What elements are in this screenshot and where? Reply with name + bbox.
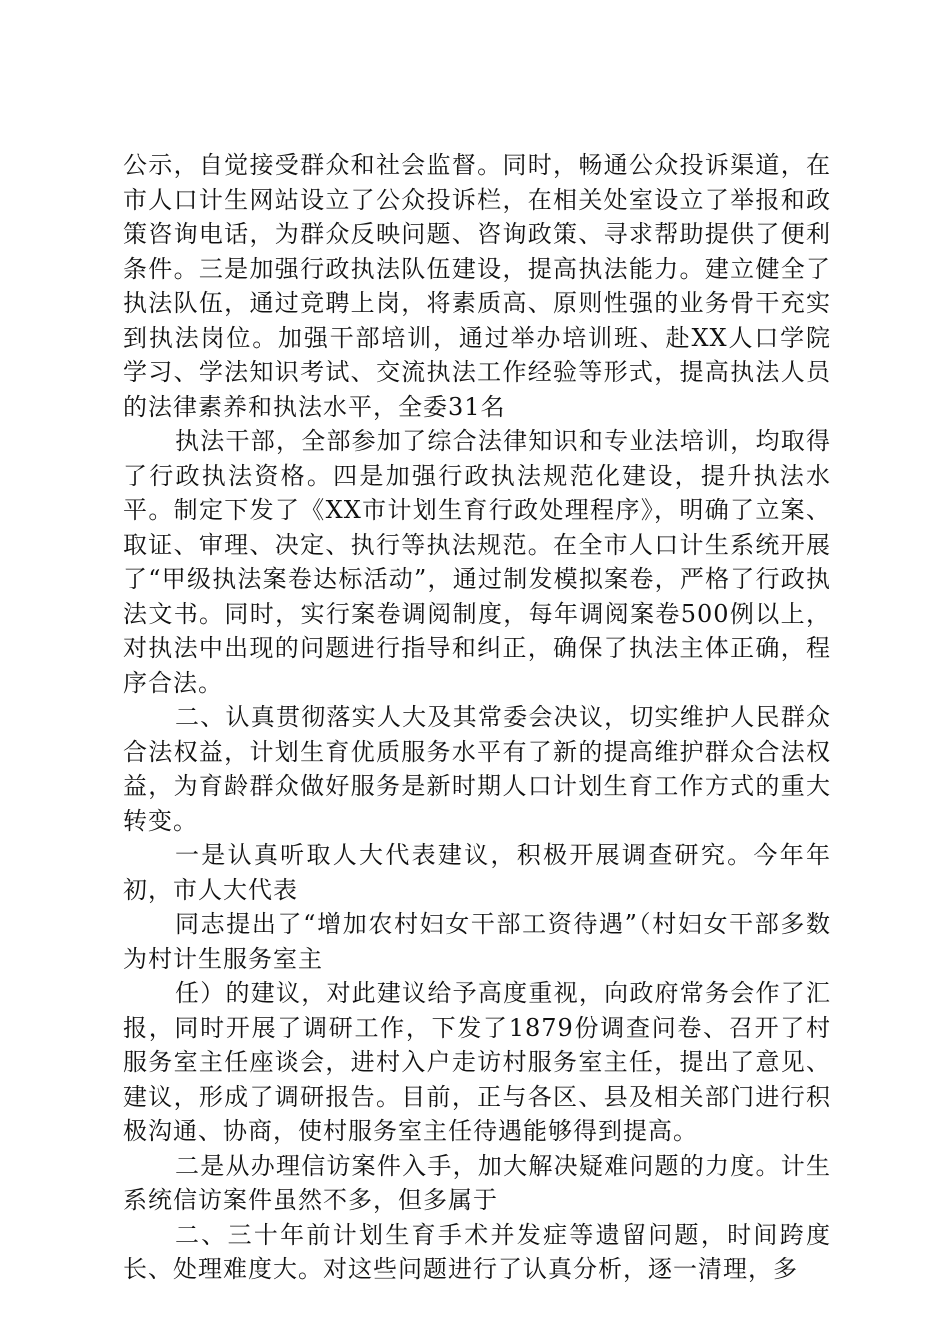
paragraph-7: 二是从办理信访案件入手，加大解决疑难问题的力度。计生系统信访案件虽然不多，但多属于 bbox=[123, 1151, 831, 1214]
paragraph-1: 公示，自觉接受群众和社会监督。同时，畅通公众投诉渠道，在市人口计生网站设立了公众投诉栏，在相关处室设立了举报和政策咨询电话，为群众反映问题、咨询政策、寻求帮助提供了便利条件。三是加强行政执法队伍建设，提高执法能力。建立健全了执法队伍，通过竞聘上岗，将素质高、原则性强的业务骨干充实到执法岗位。加强干部培训，通过举办培训班、赴XX人口学院学习、学法知识考试、交流执法工作经验等形式，提高执法人员的法律素养和执法水平，全委31名 bbox=[123, 151, 831, 421]
paragraph-5: 同志提出了“增加农村妇女干部工资待遇”（村妇女干部多数为村计生服务室主 bbox=[123, 910, 831, 973]
document-body bbox=[123, 148, 831, 1287]
paragraph-6: 任）的建议，对此建议给予高度重视，向政府常务会作了汇报，同时开展了调研工作，下发了1879份调查问卷、召开了村服务室主任座谈会，进村入户走访村服务室主任，提出了意见、建议，形成了调研报告。目前，正与各区、县及相关部门进行积极沟通、协商，使村服务室主任待遇能够得到提高。 bbox=[123, 979, 831, 1145]
paragraph-8: 二、三十年前计划生育手术并发症等遗留问题，时间跨度长、处理难度大。对这些问题进行了认真分析，逐一清理，多 bbox=[123, 1220, 831, 1283]
paragraph-2: 执法干部，全部参加了综合法律知识和专业法培训，均取得了行政执法资格。四是加强行政执法规范化建设，提升执法水平。制定下发了《XX市计划生育行政处理程序》，明确了立案、取证、审理、决定、执行等执法规范。在全市人口计生系统开展了“甲级执法案卷达标活动”，通过制发模拟案卷，严格了行政执法文书。同时，实行案卷调阅制度，每年调阅案卷500例以上，对执法中出现的问题进行指导和纠正，确保了执法主体正确，程序合法。 bbox=[123, 427, 831, 697]
paragraph-4: 一是认真听取人大代表建议，积极开展调查研究。今年年初，市人大代表 bbox=[123, 841, 831, 904]
paragraph-3: 二、认真贯彻落实人大及其常委会决议，切实维护人民群众合法权益，计划生育优质服务水平有了新的提高维护群众合法权益，为育龄群众做好服务是新时期人口计划生育工作方式的重大转变。 bbox=[123, 703, 831, 835]
